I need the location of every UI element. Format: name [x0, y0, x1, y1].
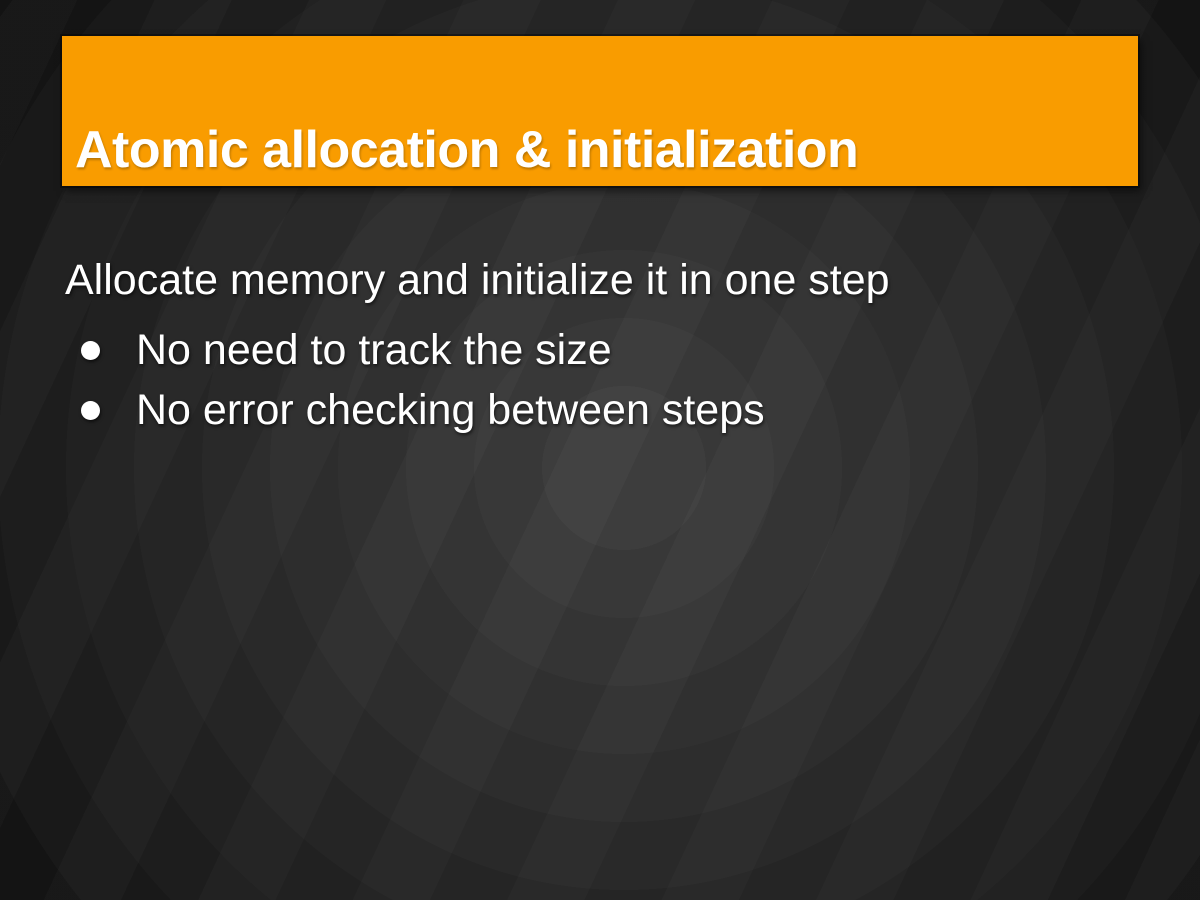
slide-body: [65, 250, 1145, 440]
list-item: [65, 380, 1145, 440]
title-banner: [62, 36, 1138, 186]
lead-text: Allocate memory and initialize it in one step: [65, 256, 890, 304]
bullet-text: No need to track the size: [136, 326, 612, 374]
slide-title: Atomic allocation & initialization: [75, 121, 859, 180]
list-item: [65, 320, 1145, 380]
bullet-list: [65, 320, 1145, 440]
bullet-dot-icon: [81, 341, 100, 360]
bullet-dot-icon: [81, 401, 100, 420]
bullet-text: No error checking between steps: [136, 386, 765, 434]
